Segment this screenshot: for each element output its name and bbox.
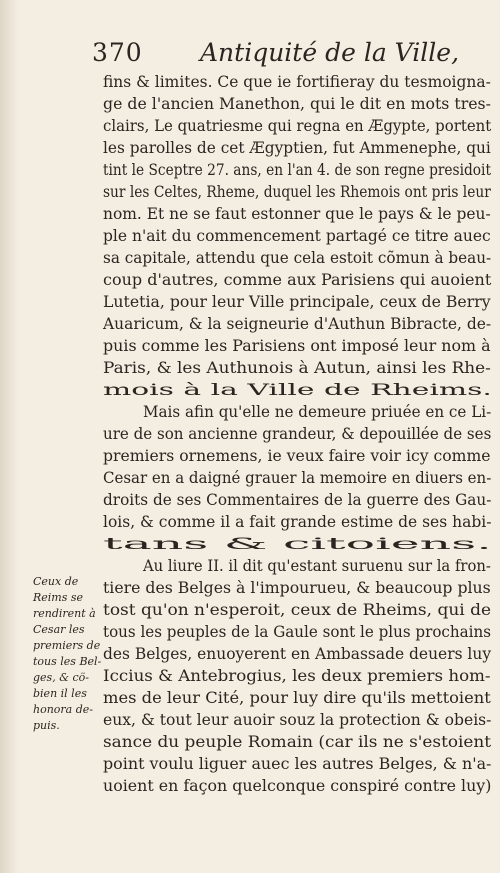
text-line: ge de l'ancien Manethon, qui le dit en mots tres- [103,95,491,113]
margin-line: rendirent à [33,607,96,620]
text-line: point voulu liguer auec les autres Belges, & n'a- [103,755,492,773]
margin-line: bien il les [33,687,87,700]
text-line: tans & citoiens. [103,535,492,553]
margin-line: ges, & cö- [33,671,89,684]
text-line: premiers ornemens, ie veux faire voir icy comme [103,447,491,465]
page-number: 370 [92,38,143,67]
text-line: sance du peuple Romain (car ils ne s'estoient [103,733,492,751]
text-line: ure de son ancienne grandeur, & depouillée de ses [103,425,492,443]
gutter-shadow [0,0,18,873]
text-line: tint le Sceptre 27. ans, en l'an 4. de son regne presidoit [103,161,491,179]
text-line: mois à la Ville de Rheims. [103,381,492,399]
text-line: coup d'autres, comme aux Parisiens qui auoient [103,271,492,289]
text-line: tost qu'on n'esperoit, ceux de Rheims, qui de [103,601,492,619]
text-line: fins & limites. Ce que ie fortifieray du tesmoigna- [103,73,491,91]
text-line: droits de ses Commentaires de la guerre des Gau- [103,491,492,509]
text-line: eux, & tout leur auoir souz la protection & obeis- [103,711,492,729]
text-line: Iccius & Antebrogius, les deux premiers hom- [103,667,491,685]
margin-line: Cesar les [33,623,85,636]
text-line: Auaricum, & la seigneurie d'Authun Bibracte, de- [103,315,492,333]
text-line: lois, & comme il a fait grande estime de ses habi- [103,513,492,531]
text-line: tous les peuples de la Gaule sont le plus prochains [103,623,491,641]
margin-line: honora de- [33,703,93,716]
text-line: tiere des Belges à l'impourueu, & beaucoup plus [103,579,491,597]
text-line: sur les Celtes, Rheme, duquel les Rhemois ont pris leur [103,183,491,201]
text-line: sa capitale, attendu que cela estoit cõmun à beau- [103,249,492,267]
text-line: des Belges, enuoyerent en Ambassade deuers luy [103,645,492,663]
text-line: nom. Et ne se faut estonner que le pays & le peu- [103,205,491,223]
text-line: Paris, & les Authunois à Autun, ainsi les Rhe- [103,359,491,377]
text-line: clairs, Le quatriesme qui regna en Ægypte, portent [103,117,492,135]
text-line: Lutetia, pour leur Ville principale, ceux de Berry [103,293,491,311]
text-line: les parolles de cet Ægyptien, fut Ammenephe, qui [103,139,491,157]
text-line: Cesar en a daigné grauer la memoire en diuers en- [103,469,492,487]
margin-line: premiers de [33,639,101,652]
margin-line: tous les Bel- [33,655,102,668]
text-line: ple n'ait du commencement partagé ce titre auec [103,227,491,245]
text-line: puis comme les Parisiens ont imposé leur nom à [103,337,491,355]
text-line: Mais afin qu'elle ne demeure priuée en ce Li- [143,403,492,421]
margin-line: puis. [33,719,60,732]
margin-line: Reims se [33,591,84,604]
text-line: mes de leur Cité, pour luy dire qu'ils mettoient [103,689,491,707]
text-line: uoient en façon quelconque conspiré contre luy) [103,777,492,795]
margin-line: Ceux de [33,575,79,588]
text-line: Au liure II. il dit qu'estant suruenu sur la fron- [143,557,491,575]
page-header [0,38,500,78]
running-title: Antiquité de la Ville, [200,38,460,67]
